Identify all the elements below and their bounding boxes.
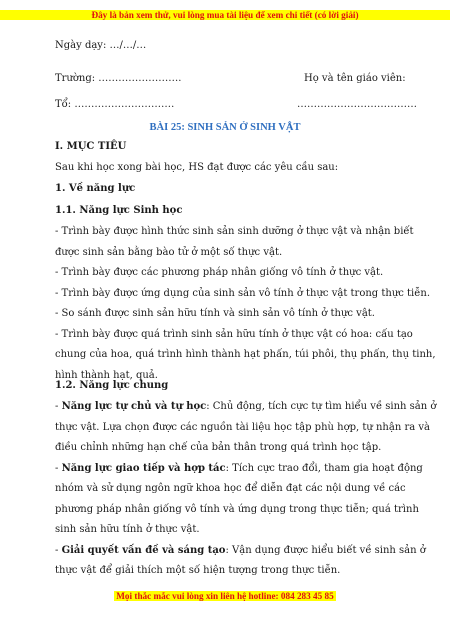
biology-list — [55, 222, 436, 386]
date-line: Ngày dạy: …/…/… — [55, 40, 147, 51]
biology-item-line: - Trình bày được ứng dụng của sinh sản vô tính ở thực vật trong thực tiễn. — [55, 287, 431, 299]
subheading-general: 1.2. Năng lực chung — [55, 380, 169, 391]
biology-item-line: - Trình bày được hình thức sinh sản sinh dưỡng ở thực vật và nhận biết — [55, 226, 414, 237]
lesson-title: BÀI 25: SINH SẢN Ở SINH VẬT — [149, 122, 301, 133]
general-item-line: - Năng lực giao tiếp và hợp tác: Tích cực trao đổi, tham gia hoạt động — [55, 462, 423, 474]
general-item-line: thực vật để giải thích một số hiện tượng trong thực tiễn. — [55, 565, 341, 576]
teacher-label: Họ và tên giáo viên: — [304, 73, 406, 84]
general-list — [55, 397, 437, 582]
general-item-title: Giải quyết vấn đề và sáng tạo — [61, 544, 226, 556]
subheading-competence: 1. Về năng lực — [55, 183, 136, 194]
biology-item-line: - Trình bày được quá trình sinh sản hữu tính ở thực vật có hoa: cấu tạo — [55, 328, 413, 340]
general-item-line: nhóm và sử dụng ngôn ngữ khoa học để diễn đạt các nội dung về các — [55, 483, 406, 494]
biology-item-line: - So sánh được sinh sản hữu tính và sinh sản vô tính ở thực vật. — [55, 308, 375, 319]
preview-banner — [0, 10, 450, 20]
subheading-biology: 1.1. Năng lực Sinh học — [55, 205, 183, 216]
biology-item-line: hình thành hạt, quả. — [55, 369, 158, 381]
intro-text: Sau khi học xong bài học, HS đạt được các yêu cầu sau: — [55, 162, 339, 173]
section-heading: I. MỤC TIÊU — [55, 141, 127, 152]
general-item-title: Năng lực tự chủ và tự học — [61, 401, 207, 412]
general-item-line: phương pháp nhân giống vô tính và ứng dụng trong thực tiễn; quá trình — [55, 503, 419, 515]
group-line: Tổ: ………………………… — [55, 99, 175, 110]
general-item-line: thực vật. Lựa chọn được các nguồn tài liệu học tập phù hợp, tự nhận ra và — [55, 421, 430, 433]
biology-item-line: - Trình bày được các phương pháp nhân giống vô tính ở thực vật. — [55, 267, 384, 278]
general-item-line: điều chỉnh những hạn chế của bản thân trong quá trình học tập. — [55, 442, 382, 453]
general-item-line: - Năng lực tự chủ và tự học: Chủ động, tích cực tự tìm hiểu về sinh sản ở — [55, 401, 437, 412]
general-item-line: - Giải quyết vấn đề và sáng tạo: Vận dụng được hiểu biết về sinh sản ở — [55, 544, 426, 556]
general-item-line: sinh sản hữu tính ở thực vật. — [55, 524, 200, 535]
biology-item-line: chung của hoa, quá trình hình thành hạt phấn, túi phôi, thụ phấn, thụ tinh, — [55, 349, 436, 360]
hotline-banner-text: Mọi thắc mắc vui lòng xin liên hệ hotline: 084 283 45 85 — [116, 591, 334, 601]
general-item-title: Năng lực giao tiếp và hợp tác — [61, 462, 226, 474]
hotline-banner — [0, 591, 450, 601]
biology-item-line: được sinh sản bằng bào tử ở một số thực vật. — [55, 246, 283, 258]
school-line: Trường: ……………………. — [55, 73, 182, 84]
teacher-dots: ……………………………… — [297, 99, 417, 110]
preview-banner-text: Đây là bản xem thử, vui lòng mua tài liệu để xem chi tiết (có lời giải) — [91, 10, 359, 20]
